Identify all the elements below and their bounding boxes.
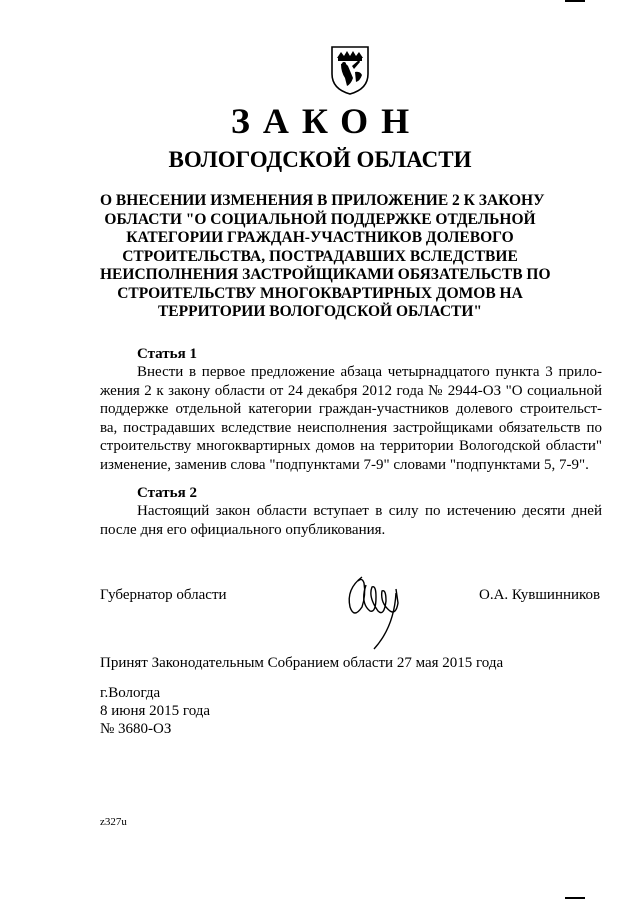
paragraph-line: Внести в первое предложение абзаца четырнадцатого пункта 3 прило-: [137, 364, 602, 380]
law-number: № 3680-ОЗ: [100, 721, 172, 737]
signatory-position: Губернатор области: [100, 587, 227, 603]
document-subtitle: ВОЛОГОДСКОЙ ОБЛАСТИ: [168, 147, 472, 172]
heading-line: ОБЛАСТИ "О СОЦИАЛЬНОЙ ПОДДЕРЖКЕ ОТДЕЛЬНОЙ: [104, 210, 536, 228]
heading-line: СТРОИТЕЛЬСТВА, ПОСТРАДАВШИХ ВСЛЕДСТВИЕ: [122, 247, 518, 265]
heading-line: ТЕРРИТОРИИ ВОЛОГОДСКОЙ ОБЛАСТИ": [157, 303, 483, 320]
heading-line: НЕИСПОЛНЕНИЯ ЗАСТРОЙЩИКАМИ ОБЯЗАТЕЛЬСТВ ПО: [100, 266, 551, 283]
document-title: ЗАКОН: [230, 101, 423, 141]
paragraph-line: после дня его официального опубликования.: [100, 521, 386, 538]
scan-corner-mark: [565, 0, 585, 8]
heading-line: СТРОИТЕЛЬСТВУ МНОГОКВАРТИРНЫХ ДОМОВ НА: [117, 284, 523, 302]
place-of-signing: г.Вологда: [100, 685, 161, 701]
scan-corner-mark-bottom: [565, 897, 585, 905]
article-2-text: [100, 502, 602, 539]
law-heading: [100, 192, 551, 322]
paragraph-line: поддержке отдельной категории граждан-участников долевого строительст-: [100, 401, 602, 417]
handwritten-signature: [340, 567, 412, 655]
adoption-note: Принят Законодательным Собранием области 27 мая 2015 года: [100, 655, 504, 671]
signing-date: 8 июня 2015 года: [100, 703, 211, 719]
article-2-title: Статья 2: [137, 485, 197, 501]
paragraph-line: строительству многоквартирных домов на территории Вологодской области": [100, 438, 602, 454]
signatory-name: О.А. Кувшинников: [479, 587, 601, 603]
paragraph-line: Настоящий закон области вступает в силу по истечению десяти дней: [137, 503, 602, 519]
heading-line: О ВНЕСЕНИИ ИЗМЕНЕНИЯ В ПРИЛОЖЕНИЕ 2 К ЗАКОНУ: [100, 192, 545, 209]
paragraph-line: жения 2 к закону области от 24 декабря 2012 года № 2944-ОЗ "О социальной: [100, 382, 602, 399]
article-1-title: Статья 1: [137, 346, 197, 362]
article-1-text: [100, 363, 602, 474]
paragraph-line: ва, пострадавших вследствие неисполнения застройщиками обязательств по: [100, 419, 602, 436]
paragraph-line: изменение, заменив слова "подпунктами 7-9" словами "подпунктами 5, 7-9".: [100, 456, 589, 473]
heading-line: КАТЕГОРИИ ГРАЖДАН-УЧАСТНИКОВ ДОЛЕВОГО: [126, 229, 514, 246]
coat-of-arms-icon: [329, 44, 371, 96]
footer-code: z327u: [100, 816, 127, 828]
